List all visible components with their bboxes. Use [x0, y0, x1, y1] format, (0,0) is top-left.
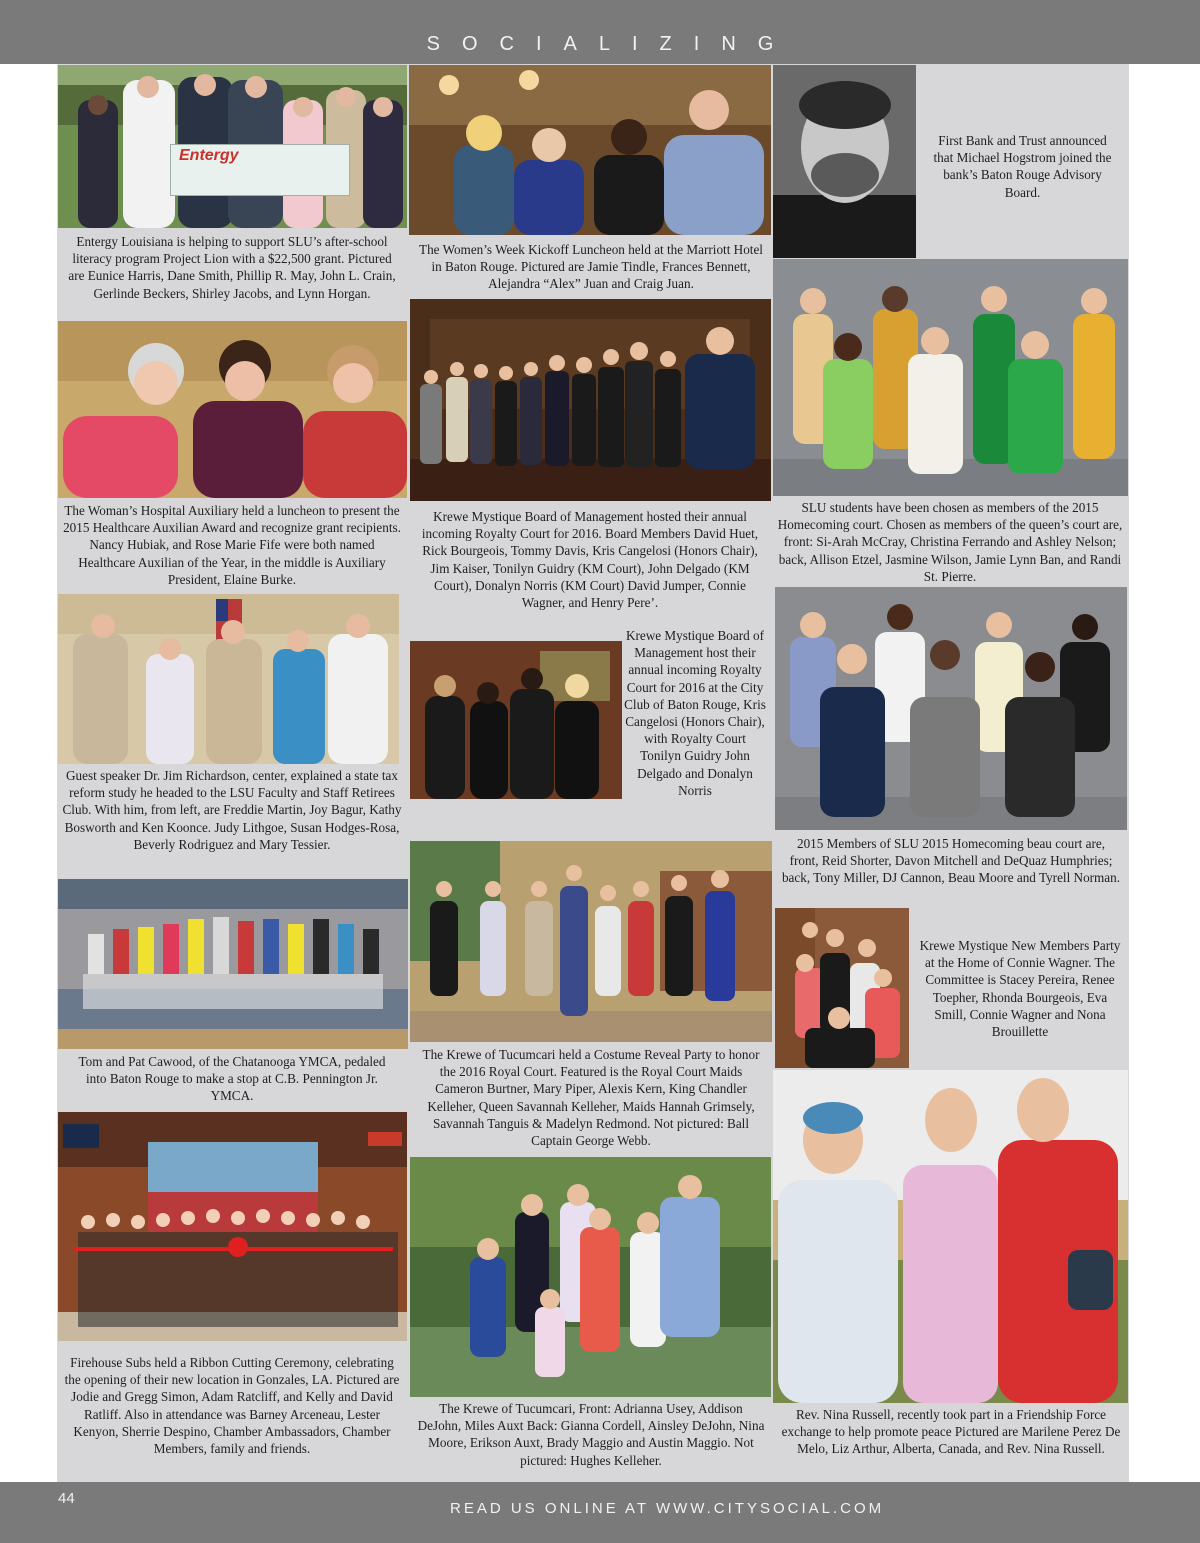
photo-krewe-royalty	[410, 641, 622, 799]
caption-slu-beaus: 2015 Members of SLU 2015 Homecoming beau court are, front, Reid Shorter, Davon Mitchell and DeQuaz Humphries; back, Tony Miller, DJ Cannon, Beau Moore and Tyrell Norman.	[781, 836, 1121, 886]
caption-krewe-board: Krewe Mystique Board of Management hosted their annual incoming Royalty Court for 2016. Board Members David Huet, Rick Bourgeois, Tommy Davis, Kris Cangelosi (Honors Chair), Jim Kaiser, Tonilyn Guidry (KM Court), John Delgado (KM Court), Donalyn Norris (KM Court) David Jumper, Connie Wagner, and Henry Pere’.	[421, 509, 759, 611]
photo-tucumcari-kids	[410, 1157, 771, 1397]
caption-tucumcari-kids: The Krewe of Tucumcari, Front: Adrianna Usey, Addison DeJohn, Miles Auxt Back: Gianna Cordell, Ainsley DeJohn, Nina Moore, Erikson Auxt, Brady Maggio and Austin Maggio. Not pictured: Hughes Kelleher.	[417, 1401, 765, 1468]
photo-ymca	[58, 879, 408, 1049]
caption-krewe-new-members: Krewe Mystique New Members Party at the Home of Connie Wagner. The Committee is Stacey Pereira, Renee Toepher, Rhonda Bourgeois, Eva Smill, Connie Wagner and Nona Brouillette	[919, 938, 1121, 1040]
photo-krewe-new-members	[775, 908, 909, 1068]
caption-first-bank: First Bank and Trust announced that Michael Hogstrom joined the bank’s Baton Rouge Advisory Board.	[933, 133, 1112, 200]
page-number: 44	[58, 1490, 75, 1507]
caption-krewe-royalty: Krewe Mystique Board of Management host their annual incoming Royalty Court for 2016 at the City Club of Baton Rouge, Kris Cangelosi (Honors Chair), with Royalty Court Tonilyn Guidry John Delgado and Donalyn Norris	[624, 628, 766, 798]
photo-lsu-retirees	[58, 594, 399, 764]
caption-womens-week: The Women’s Week Kickoff Luncheon held at the Marriott Hotel in Baton Rouge. Pictured are Jamie Tindle, Frances Bennett, Alejandra “Alex” Juan and Craig Juan.	[419, 242, 763, 292]
photo-firehouse	[58, 1112, 407, 1341]
caption-tucumcari-reveal: The Krewe of Tucumcari held a Costume Reveal Party to honor the 2016 Royal Court. Featured is the Royal Court Maids Cameron Burtner, Mary Piper, Alexis Kern, King Chandler Kelleher, Queen Savannah Kelleher, Maids Hannah Grimsely, Savannah Tanguis & Madelyn Redmond. Not pictured: Ball Captain George Webb.	[422, 1047, 760, 1149]
photo-womens-week	[409, 65, 771, 235]
photo-slu-queens	[773, 259, 1128, 496]
photo-krewe-board	[410, 299, 771, 501]
entergy-logo: Entergy	[179, 147, 239, 164]
caption-lsu-retirees: Guest speaker Dr. Jim Richardson, center, explained a state tax reform study he headed to the LSU Faculty and Staff Retirees Club. With him, from left, are Freddie Martin, Joy Bagur, Kathy Bosworth and Ken Koonce. Judy Lithgoe, Susan Hodges-Rosa, Beverly Rodriguez and Mary Tessier.	[62, 768, 402, 852]
photo-friendship-force	[773, 1070, 1128, 1403]
footer-tagline[interactable]: READ US ONLINE AT WWW.CITYSOCIAL.COM	[450, 1500, 885, 1517]
caption-womans-hospital: The Woman’s Hospital Auxiliary held a luncheon to present the 2015 Healthcare Auxilian Award and recognize grant recipients. Nancy Hubiak, and Rose Marie Fife were both named Healthcare Auxilian of the Year, in the middle is Auxiliary President, Elaine Burke.	[63, 503, 401, 587]
photo-womans-hospital	[58, 321, 407, 498]
photo-slu-beaus	[775, 587, 1127, 830]
section-title: SOCIALIZING	[426, 33, 796, 55]
caption-entergy: Entergy Louisiana is helping to support SLU’s after-school literacy program Project Lion with a $22,500 grant. Pictured are Eunice Harris, Dane Smith, Phillip R. May, John L. Crain, Gerlinde Beckers, Shirley Jacobs, and Lynn Horgan.	[68, 234, 396, 301]
caption-friendship-force: Rev. Nina Russell, recently took part in a Friendship Force exchange to help promote peace Pictured are Marilene Perez De Melo, Liz Arthur, Alberta, Canada, and Rev. Nina Russell.	[781, 1407, 1121, 1457]
caption-firehouse: Firehouse Subs held a Ribbon Cutting Ceremony, celebrating the opening of their new location in Gonzales, LA. Pictured are Jodie and Gregg Simon, Adam Ratcliff, and Kelly and David Ratliff. Also in attendance was Barney Arceneau, Lester Kenyon, Sherrie Despino, Chamber Ambassadors, Chamber Members, family and friends.	[64, 1355, 400, 1457]
caption-slu-queens: SLU students have been chosen as members of the 2015 Homecoming court. Chosen as members of the queen’s court are, front: Si-Arah McCray, Christina Ferrando and Ashley Nelson; back, Allison Etzel, Jasmine Wilson, Jamie Lynn Ban, and Randi St. Pierre.	[777, 500, 1123, 584]
photo-tucumcari-reveal	[410, 841, 772, 1042]
photo-hogstrom	[773, 65, 916, 258]
photo-entergy	[58, 65, 407, 228]
caption-ymca: Tom and Pat Cawood, of the Chatanooga YMCA, pedaled into Baton Rouge to make a stop at C.B. Pennington Jr. YMCA.	[78, 1054, 386, 1104]
entergy-check	[170, 144, 350, 196]
